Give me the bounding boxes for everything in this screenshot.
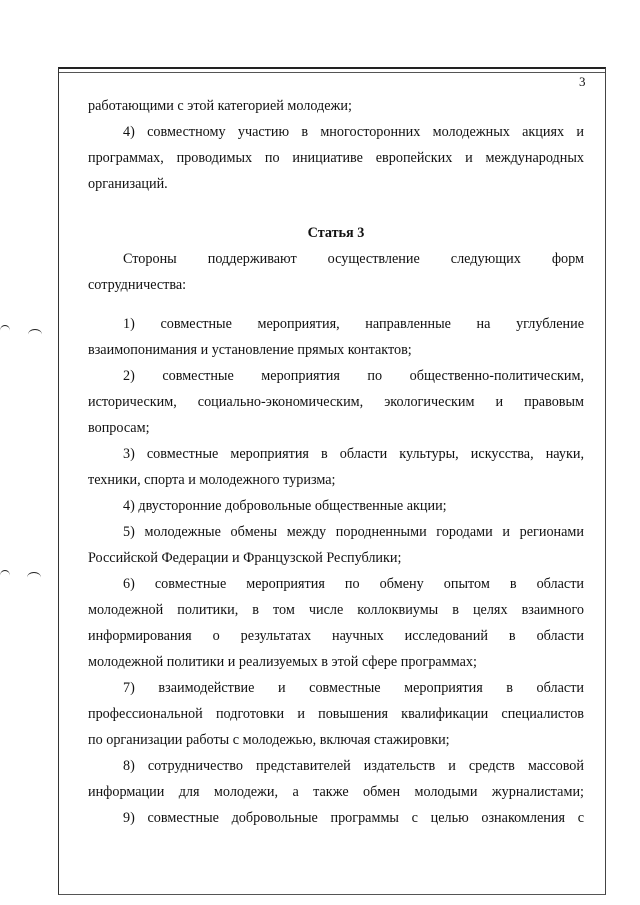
text-line: информации для молодежи, а также обмен молодыми журналистами;	[88, 784, 584, 800]
text-line: 1) совместные мероприятия, направленные на углубление	[123, 316, 584, 332]
text-line: 5) молодежные обмены между породненными городами и регионами	[123, 524, 584, 540]
text-line: 7) взаимодействие и совместные мероприятия в области	[123, 680, 584, 696]
text-line: 2) совместные мероприятия по общественно-политическим,	[123, 368, 584, 384]
text-line: 9) совместные добровольные программы с целью ознакомления с	[123, 810, 584, 826]
text-line: 6) совместные мероприятия по обмену опытом в области	[123, 576, 584, 592]
hole-punch-mark	[27, 572, 41, 583]
text-line: молодежной политики, в том числе коллоквиумы в целях взаимного	[88, 602, 584, 618]
article-heading: Статья 3	[307, 225, 365, 241]
text-line: техники, спорта и молодежного туризма;	[88, 472, 336, 488]
text-line: взаимопонимания и установление прямых контактов;	[88, 342, 412, 358]
text-line: Российской Федерации и Французской Республики;	[88, 550, 402, 566]
text-line: историческим, социально-экономическим, экологическим и правовым	[88, 394, 584, 410]
text-line: 8) сотрудничество представителей издательств и средств массовой	[123, 758, 584, 774]
page-number: 3	[579, 74, 586, 89]
text-line: по организации работы с молодежью, включая стажировки;	[88, 732, 450, 748]
text-line: организаций.	[88, 176, 168, 192]
hole-punch-mark	[28, 329, 42, 340]
hole-punch-mark	[0, 570, 10, 581]
text-line: 3) совместные мероприятия в области культуры, искусства, науки,	[123, 446, 584, 462]
text-line: сотрудничества:	[88, 277, 187, 293]
text-line: 4) двусторонние добровольные общественные акции;	[123, 498, 447, 514]
text-line: вопросам;	[88, 420, 150, 436]
text-line: профессиональной подготовки и повышения квалификации специалистов	[88, 706, 584, 722]
text-line: работающими с этой категорией молодежи;	[88, 98, 352, 114]
text-line: молодежной политики и реализуемых в этой сфере программах;	[88, 654, 477, 670]
text-line: 4) совместному участию в многосторонних молодежных акциях и	[123, 124, 584, 140]
hole-punch-mark	[0, 325, 10, 336]
text-line: Стороны поддерживают осуществление следующих форм	[123, 251, 584, 267]
text-line: программах, проводимых по инициативе европейских и международных	[88, 150, 584, 166]
text-line: информирования о результатах научных исследований в области	[88, 628, 584, 644]
